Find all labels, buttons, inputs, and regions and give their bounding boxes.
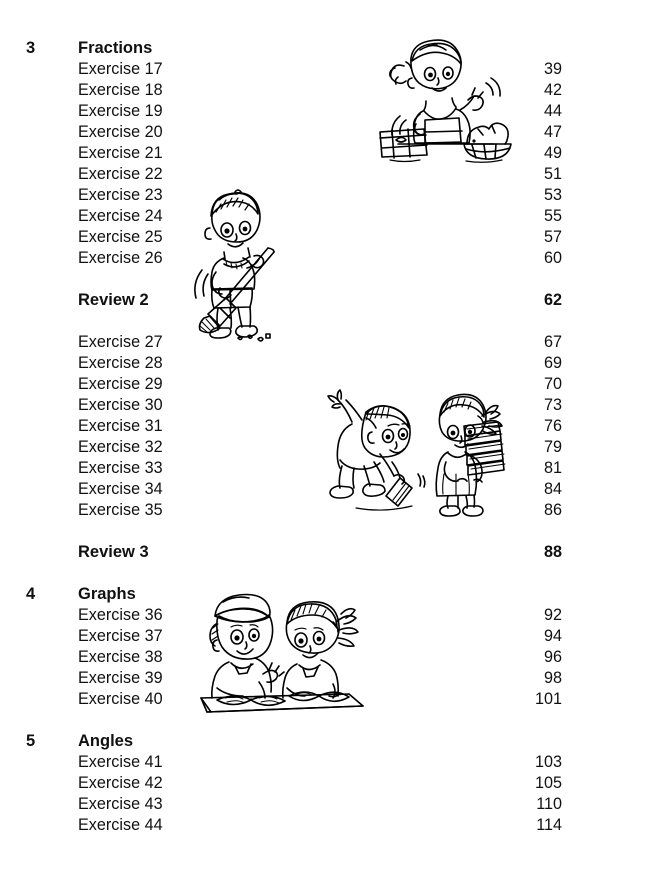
entry-page-number: 103 <box>534 753 562 771</box>
entry-page-number: 39 <box>543 60 562 78</box>
chapter-heading-row[interactable] <box>0 38 648 59</box>
entry-label: Exercise 34 <box>78 480 163 498</box>
toc-entry-row[interactable] <box>0 59 648 80</box>
entry-page-number: 49 <box>543 144 562 162</box>
toc-entry-row[interactable] <box>0 500 648 521</box>
entry-page-number: 84 <box>543 480 562 498</box>
entry-label: Exercise 25 <box>78 228 163 246</box>
entry-page-number: 69 <box>543 354 562 372</box>
chapter-number: 4 <box>26 585 36 603</box>
entry-label: Exercise 42 <box>78 774 163 792</box>
toc-entry-row[interactable] <box>0 206 648 227</box>
review-title: Review 2 <box>78 291 149 309</box>
entry-page-number: 98 <box>543 669 562 687</box>
entry-label: Exercise 36 <box>78 606 163 624</box>
entry-page-number: 86 <box>543 501 562 519</box>
chapter-title: Fractions <box>78 39 153 57</box>
review-heading-row[interactable] <box>0 542 648 563</box>
entry-label: Exercise 26 <box>78 249 163 267</box>
entry-page-number: 94 <box>543 627 562 645</box>
entry-label: Exercise 21 <box>78 144 163 162</box>
entry-label: Exercise 33 <box>78 459 163 477</box>
review-title: Review 3 <box>78 543 149 561</box>
entry-page-number: 53 <box>543 186 562 204</box>
entry-page-number: 57 <box>543 228 562 246</box>
toc-entry-row[interactable] <box>0 80 648 101</box>
toc-entry-row[interactable] <box>0 227 648 248</box>
toc-entry-row[interactable] <box>0 794 648 815</box>
toc-entry-row[interactable] <box>0 815 648 836</box>
toc-entry-row[interactable] <box>0 689 648 710</box>
entry-page-number: 51 <box>543 165 562 183</box>
chapter-heading-row[interactable] <box>0 731 648 752</box>
toc-entry-row[interactable] <box>0 647 648 668</box>
entry-page-number: 92 <box>543 606 562 624</box>
toc-entry-row[interactable] <box>0 773 648 794</box>
toc-entry-row[interactable] <box>0 458 648 479</box>
entry-label: Exercise 38 <box>78 648 163 666</box>
entry-page-number: 81 <box>543 459 562 477</box>
toc-entry-row[interactable] <box>0 437 648 458</box>
entry-page-number: 105 <box>534 774 562 792</box>
entry-page-number: 42 <box>543 81 562 99</box>
entry-label: Exercise 27 <box>78 333 163 351</box>
chapter-title: Angles <box>78 732 134 750</box>
entry-label: Exercise 37 <box>78 627 163 645</box>
toc-entry-row[interactable] <box>0 332 648 353</box>
entry-page-number: 110 <box>536 795 562 813</box>
entry-label: Exercise 30 <box>78 396 163 414</box>
chapter-heading-row[interactable] <box>0 584 648 605</box>
entry-label: Exercise 32 <box>78 438 163 456</box>
entry-page-number: 79 <box>543 438 562 456</box>
entry-label: Exercise 17 <box>78 60 163 78</box>
entry-page-number: 101 <box>534 690 562 708</box>
entry-page-number: 55 <box>543 207 562 225</box>
entry-page-number: 60 <box>543 249 562 267</box>
toc-entry-row[interactable] <box>0 752 648 773</box>
toc-entry-row[interactable] <box>0 122 648 143</box>
toc-entry-row[interactable] <box>0 143 648 164</box>
entry-page-number: 76 <box>543 417 562 435</box>
toc-entry-row[interactable] <box>0 374 648 395</box>
review-page-number: 62 <box>543 291 562 309</box>
entry-label: Exercise 20 <box>78 123 163 141</box>
toc-entry-row[interactable] <box>0 416 648 437</box>
entry-label: Exercise 18 <box>78 81 163 99</box>
entry-label: Exercise 40 <box>78 690 163 708</box>
entry-page-number: 44 <box>543 102 562 120</box>
entry-label: Exercise 29 <box>78 375 163 393</box>
entry-page-number: 47 <box>543 123 562 141</box>
entry-label: Exercise 19 <box>78 102 163 120</box>
toc-entry-row[interactable] <box>0 395 648 416</box>
entry-page-number: 96 <box>543 648 562 666</box>
chapter-number: 5 <box>26 732 36 750</box>
toc-entry-row[interactable] <box>0 626 648 647</box>
entry-page-number: 67 <box>543 333 562 351</box>
entry-label: Exercise 39 <box>78 669 163 687</box>
chapter-number: 3 <box>26 39 36 57</box>
entry-label: Exercise 22 <box>78 165 163 183</box>
toc-entry-row[interactable] <box>0 605 648 626</box>
review-heading-row[interactable] <box>0 290 648 311</box>
entry-label: Exercise 44 <box>78 816 163 834</box>
toc-entry-row[interactable] <box>0 101 648 122</box>
toc-entry-row[interactable] <box>0 353 648 374</box>
toc-entry-row[interactable] <box>0 479 648 500</box>
chapter-title: Graphs <box>78 585 136 603</box>
entry-label: Exercise 41 <box>78 753 163 771</box>
entry-page-number: 73 <box>543 396 562 414</box>
entry-label: Exercise 31 <box>78 417 163 435</box>
entry-label: Exercise 23 <box>78 186 163 204</box>
toc-entry-row[interactable] <box>0 185 648 206</box>
entry-label: Exercise 43 <box>78 795 163 813</box>
entry-label: Exercise 28 <box>78 354 163 372</box>
entry-page-number: 70 <box>543 375 562 393</box>
toc-entry-row[interactable] <box>0 248 648 269</box>
entry-page-number: 114 <box>536 816 562 834</box>
entry-label: Exercise 35 <box>78 501 163 519</box>
entry-label: Exercise 24 <box>78 207 163 225</box>
review-page-number: 88 <box>543 543 562 561</box>
toc-entry-row[interactable] <box>0 668 648 689</box>
toc-entry-row[interactable] <box>0 164 648 185</box>
